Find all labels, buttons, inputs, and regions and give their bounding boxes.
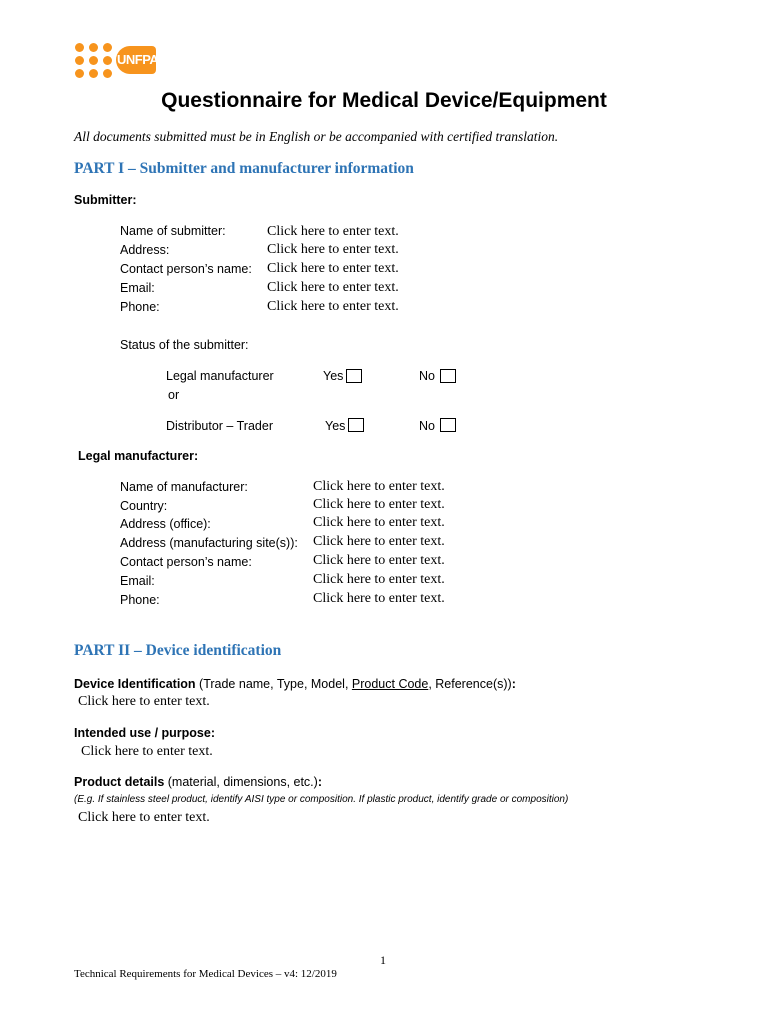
product-details-field[interactable]: Click here to enter text. — [78, 810, 210, 825]
label-bold: Product details — [74, 775, 165, 789]
label-rest: , Reference(s)) — [428, 677, 512, 691]
field-label: Name of submitter: — [120, 224, 226, 238]
part1-heading: PART I – Submitter and manufacturer information — [74, 160, 414, 177]
field-label: Contact person’s name: — [120, 555, 252, 569]
footer-text: Technical Requirements for Medical Devices – v4: 12/2019 — [74, 968, 337, 980]
label-rest: (material, dimensions, etc.) — [164, 775, 318, 789]
text-field[interactable]: Click here to enter text. — [313, 515, 445, 530]
text-field[interactable]: Click here to enter text. — [313, 479, 445, 494]
logo-text: UNFPA — [117, 52, 159, 67]
submitter-label: Submitter: — [74, 193, 137, 207]
or-text: or — [168, 388, 180, 402]
status-option-label: Legal manufacturer — [166, 369, 274, 383]
label-bold: Device Identification — [74, 677, 196, 691]
distributor-no-checkbox[interactable] — [440, 418, 456, 432]
field-label: Country: — [120, 499, 168, 513]
yes-label: Yes — [323, 369, 344, 383]
yes-label: Yes — [325, 419, 346, 433]
legal-manufacturer-yes-checkbox[interactable] — [346, 369, 362, 383]
logo-dot — [89, 56, 98, 65]
logo-dot — [103, 56, 112, 65]
field-label: Address (manufacturing site(s)): — [120, 536, 298, 550]
field-label: Address: — [120, 243, 170, 257]
label-colon: : — [317, 775, 322, 789]
text-field[interactable]: Click here to enter text. — [267, 280, 399, 295]
logo-dot — [89, 69, 98, 78]
part2-heading: PART II – Device identification — [74, 642, 282, 659]
logo-dot — [89, 43, 98, 52]
text-field[interactable]: Click here to enter text. — [313, 553, 445, 568]
label-underlined: Product Code — [351, 677, 429, 691]
no-label: No — [419, 369, 435, 383]
field-label: Name of manufacturer: — [120, 480, 248, 494]
label-colon: : — [511, 677, 516, 691]
text-field[interactable]: Click here to enter text. — [313, 534, 445, 549]
text-field[interactable]: Click here to enter text. — [313, 591, 445, 606]
legal-manufacturer-no-checkbox[interactable] — [440, 369, 456, 383]
text-field[interactable]: Click here to enter text. — [267, 224, 399, 239]
device-identification-label — [74, 677, 516, 691]
intended-use-field[interactable]: Click here to enter text. — [81, 744, 213, 759]
label-rest: (Trade name, Type, Model, — [195, 677, 352, 691]
distributor-yes-checkbox[interactable] — [348, 418, 364, 432]
text-field[interactable]: Click here to enter text. — [267, 299, 399, 314]
product-details-label — [74, 775, 322, 789]
page-title: Questionnaire for Medical Device/Equipment — [161, 89, 607, 112]
logo-dot — [103, 69, 112, 78]
legal-manufacturer-label: Legal manufacturer: — [78, 449, 199, 463]
status-label: Status of the submitter: — [120, 338, 249, 352]
logo-dot — [75, 56, 84, 65]
text-field[interactable]: Click here to enter text. — [313, 572, 445, 587]
field-label: Phone: — [120, 593, 160, 607]
no-label: No — [419, 419, 435, 433]
field-label: Phone: — [120, 300, 160, 314]
field-label: Email: — [120, 574, 155, 588]
field-label: Contact person’s name: — [120, 262, 252, 276]
translation-note: All documents submitted must be in English or be accompanied with certified translation. — [74, 129, 559, 144]
page-number: 1 — [380, 953, 386, 967]
device-identification-field[interactable]: Click here to enter text. — [78, 694, 210, 709]
text-field[interactable]: Click here to enter text. — [267, 242, 399, 257]
intended-use-label: Intended use / purpose: — [74, 726, 215, 740]
status-option-label: Distributor – Trader — [166, 419, 273, 433]
field-label: Email: — [120, 281, 155, 295]
product-details-hint: (E.g. If stainless steel product, identify AISI type or composition. If plastic product, identify grade or composition) — [74, 794, 569, 805]
text-field[interactable]: Click here to enter text. — [267, 261, 399, 276]
logo-dot — [103, 43, 112, 52]
field-label: Address (office): — [120, 517, 211, 531]
logo-dot — [75, 69, 84, 78]
logo-dot — [75, 43, 84, 52]
text-field[interactable]: Click here to enter text. — [313, 497, 445, 512]
